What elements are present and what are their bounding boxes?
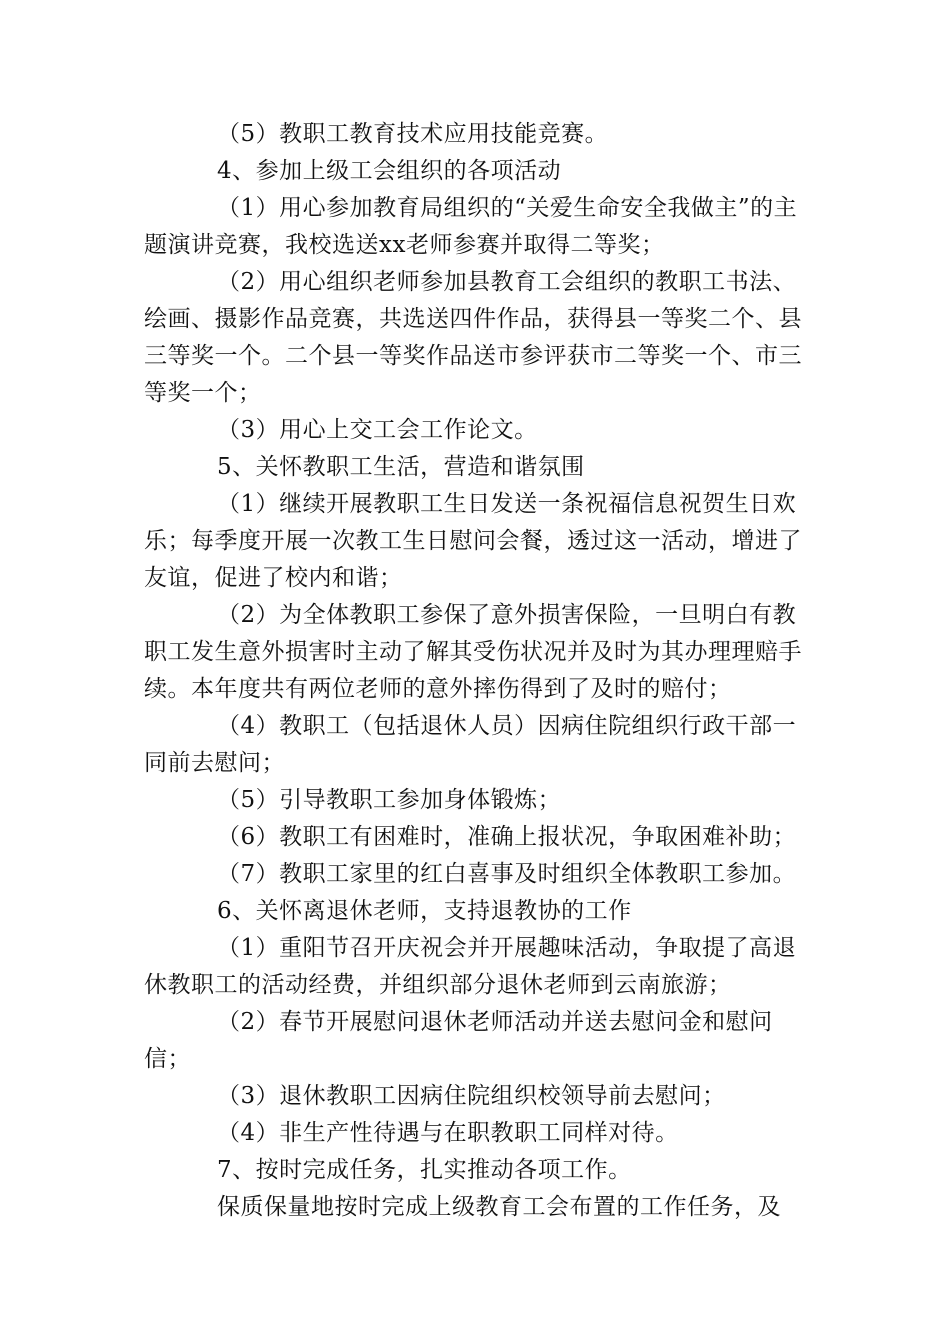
paragraph-item-4: （4）非生产性待遇与在职教职工同样对待。: [217, 1120, 679, 1146]
paragraph-item-2: （2）春节开展慰问退休老师活动并送去慰问金和慰问信；: [144, 1009, 773, 1072]
paragraph-item-1: （1）用心参加教育局组织的“关爱生命安全我做主”的主题演讲竞赛，我校选送xx老师参赛并取得二等奖；: [144, 195, 798, 258]
paragraph-item-5: （5）教职工教育技术应用技能竞赛。: [217, 121, 609, 147]
paragraph-body: 保质保量地按时完成上级教育工会布置的工作任务，及: [217, 1194, 781, 1220]
section-heading-6: 6、关怀离退休老师，支持退教协的工作: [217, 898, 632, 924]
paragraph-item-2: （2）用心组织老师参加县教育工会组织的教职工书法、绘画、摄影作品竞赛，共选送四件作品，获得县一等奖二个、县三等奖一个。二个县一等奖作品送市参评获市二等奖一个、市三等奖一个；: [144, 269, 802, 406]
paragraph-item-3: （3）用心上交工会工作论文。: [217, 417, 538, 443]
section-heading-5: 5、关怀教职工生活，营造和谐氛围: [217, 454, 585, 480]
section-heading-7: 7、按时完成任务，扎实推动各项工作。: [217, 1157, 632, 1183]
paragraph-item-4: （4）教职工（包括退休人员）因病住院组织行政干部一同前去慰问；: [144, 713, 797, 776]
document-body: [144, 116, 804, 1226]
paragraph-item-1: （1）继续开展教职工生日发送一条祝福信息祝贺生日欢乐；每季度开展一次教工生日慰问会餐，透过这一活动，增进了友谊，促进了校内和谐；: [144, 491, 802, 591]
paragraph-item-5: （5）引导教职工参加身体锻炼；: [217, 787, 562, 813]
paragraph-item-3: （3）退休教职工因病住院组织校领导前去慰问；: [217, 1083, 726, 1109]
paragraph-item-7: （7）教职工家里的红白喜事及时组织全体教职工参加。: [217, 861, 797, 887]
paragraph-item-2: （2）为全体教职工参保了意外损害保险，一旦明白有教职工发生意外损害时主动了解其受伤状况并及时为其办理理赔手续。本年度共有两位老师的意外摔伤得到了及时的赔付；: [144, 602, 802, 702]
paragraph-item-6: （6）教职工有困难时，准确上报状况，争取困难补助；: [217, 824, 797, 850]
paragraph-item-1: （1）重阳节召开庆祝会并开展趣味活动，争取提了高退休教职工的活动经费，并组织部分退休老师到云南旅游；: [144, 935, 797, 998]
section-heading-4: 4、参加上级工会组织的各项活动: [217, 158, 562, 184]
